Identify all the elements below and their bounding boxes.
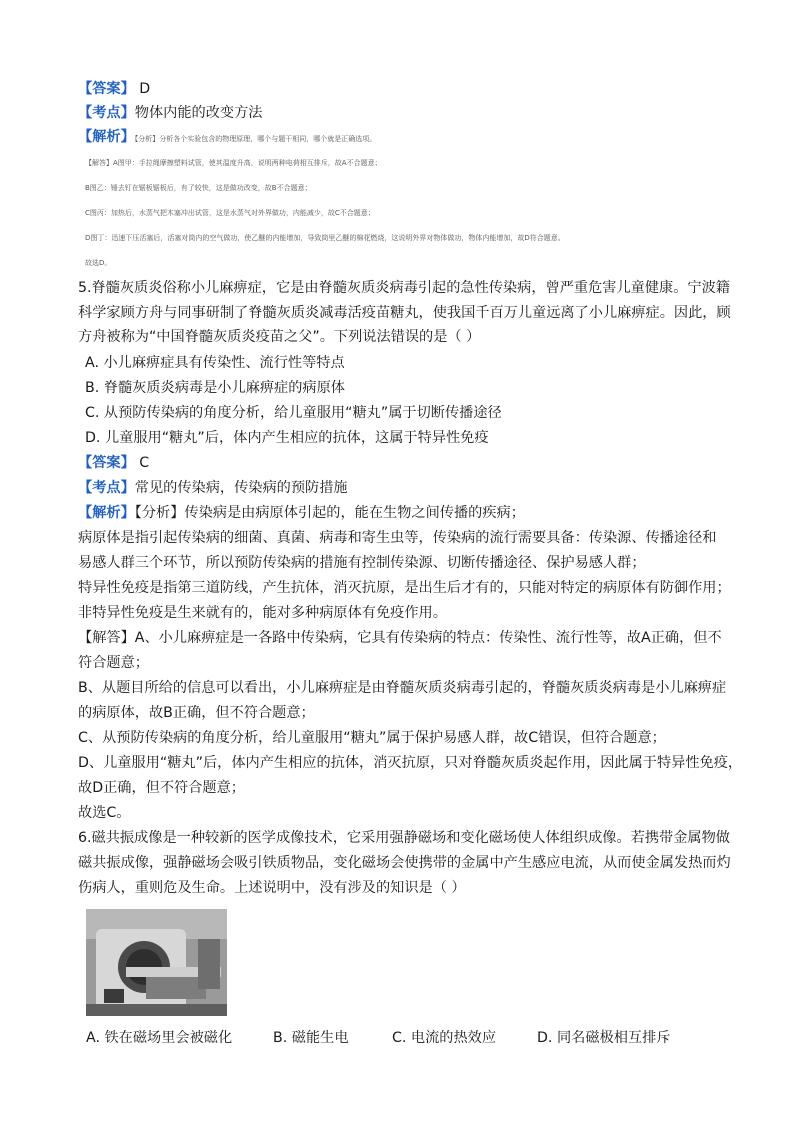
q5-stem-line-2: 科学家顾方舟与同事研制了脊髓灰质炎减毒活疫苗糖丸，使我国千百万儿童远离了小儿麻痹症。因此，顾	[78, 305, 731, 321]
q4-analysis-line	[78, 127, 376, 147]
topic-tag: 【考点】	[78, 105, 135, 121]
q5-analysis-line-2: 病原体是指引起传染病的细菌、真菌、病毒和寄生虫等，传染病的流行需要具备：传染源、传播途径和	[78, 530, 717, 546]
analysis-text: 【分析】传染病是由病原体引起的，能在生物之间传播的疾病；	[134, 505, 525, 521]
q4-solution-c: C图丙：加热后，水蒸气把木塞冲出试管，这是水蒸气对外界做功，内能减少，故C不合题意；	[85, 209, 375, 217]
q4-solution-a: 【解答】A图甲：手拉绳摩擦塑料试管，使其温度升高，说明两种电荷相互排斥，故A不合题意；	[85, 159, 382, 167]
q5-analysis-line-3: 易感人群三个环节，所以预防传染病的措施有控制传染源、切断传播途径、保护易感人群；	[78, 555, 646, 571]
q6-stem-line-3: 伤病人，重则危及生命。上述说明中，没有涉及的知识是（ ）	[78, 880, 466, 896]
q4-topic-line	[78, 103, 262, 123]
q6-stem-line-1: 6.磁共振成像是一种较新的医学成像技术，它采用强静磁场和变化磁场使人体组织成像。若携带金属物做	[78, 830, 730, 846]
q5-option-a: A. 小儿麻痹症具有传染性、流行性等特点	[85, 355, 345, 371]
q4-solution-d: D图丁：迅速下压活塞后，活塞对筒内的空气做功，使乙醚的内能增加，导致筒里乙醚的棉花燃烧，这说明外界对物体做功，物体内能增加，故D符合题意。	[85, 234, 565, 242]
q5-analysis-line-1	[78, 503, 525, 523]
topic-value: 物体内能的改变方法	[134, 105, 263, 121]
q5-option-b: B. 脊髓灰质炎病毒是小儿麻痹症的病原体	[85, 380, 345, 396]
q5-topic-line	[78, 478, 348, 498]
q6-option-a: A. 铁在磁场里会被磁化	[86, 1030, 233, 1046]
q5-analysis-line-11: D、儿童服用“糖丸”后，体内产生相应的抗体，消灭抗原，只对脊髓灰质炎起作用，因此属于特异性免疫，	[78, 755, 743, 771]
q5-analysis-line-5: 非特异性免疫是生来就有的，能对多种病原体有免疫作用。	[78, 605, 447, 621]
q5-analysis-line-10: C、从预防传染病的角度分析，给儿童服用“糖丸”属于保护易感人群，故C错误，但符合题意；	[78, 730, 666, 746]
q6-option-c: C. 电流的热效应	[392, 1030, 497, 1046]
q4-final: 故选D。	[85, 259, 112, 267]
q5-analysis-line-8: B、从题目所给的信息可以看出，小儿麻痹症是由脊髓灰质炎病毒引起的，脊髓灰质炎病毒是小儿麻痹症	[78, 680, 727, 696]
q5-option-c: C. 从预防传染病的角度分析，给儿童服用“糖丸”属于切断传播途径	[85, 405, 502, 421]
analysis-tag: 【解析】	[78, 129, 135, 145]
answer-tag: 【答案】	[78, 455, 135, 471]
q5-analysis-line-12: 故D正确，但不符合题意；	[78, 780, 245, 796]
answer-value: D	[139, 81, 151, 97]
q6-stem-line-2: 磁共振成像，强静磁场会吸引铁质物品，变化磁场会使携带的金属中产生感应电流，从而使金属发热而灼	[78, 855, 731, 871]
mri-scanner-photo	[86, 909, 227, 1016]
q5-stem-line-1: 5.脊髓灰质炎俗称小儿麻痹症，它是由脊髓灰质炎病毒引起的急性传染病，曾严重危害儿童健康。宁波籍	[78, 280, 730, 296]
analysis-tag: 【解析】	[78, 505, 135, 521]
q5-option-d: D. 儿童服用“糖丸”后，体内产生相应的抗体，这属于特异性免疫	[85, 430, 489, 446]
q6-option-d: D. 同名磁极相互排斥	[537, 1030, 671, 1046]
topic-value: 常见的传染病，传染病的预防措施	[134, 480, 348, 496]
q4-answer-line	[78, 79, 150, 99]
q5-answer-line	[78, 453, 149, 473]
q6-option-b: B. 磁能生电	[273, 1030, 349, 1046]
answer-tag: 【答案】	[78, 81, 135, 97]
q5-analysis-line-6: 【解答】A、小儿麻痹症是一各路中传染病，它具有传染病的特点：传染性、流行性等，故A正确，但不	[78, 630, 722, 646]
answer-value: C	[139, 455, 150, 471]
q5-analysis-line-13: 故选C。	[78, 805, 131, 821]
q5-stem-line-3: 方舟被称为“中国脊髓灰质炎疫苗之父”。下列说法错误的是（ ）	[78, 329, 481, 345]
topic-tag: 【考点】	[78, 480, 135, 496]
q5-analysis-line-7: 符合题意；	[78, 655, 149, 671]
q4-solution-b: B图乙：锤去钉在锯板锯板后，有了较快，这是做功改变，故B不合题意；	[85, 184, 312, 192]
analysis-text: 【分析】分析各个实验包含的物理原理，哪个与题干相同，哪个就是正确选项。	[134, 135, 377, 143]
q5-analysis-line-4: 特异性免疫是指第三道防线，产生抗体，消灭抗原，是出生后才有的，只能对特定的病原体有防御作用；	[78, 580, 731, 596]
q5-analysis-line-9: 的病原体，故B正确，但不符合题意；	[78, 705, 315, 721]
mri-scanner-illustration	[86, 909, 227, 1016]
